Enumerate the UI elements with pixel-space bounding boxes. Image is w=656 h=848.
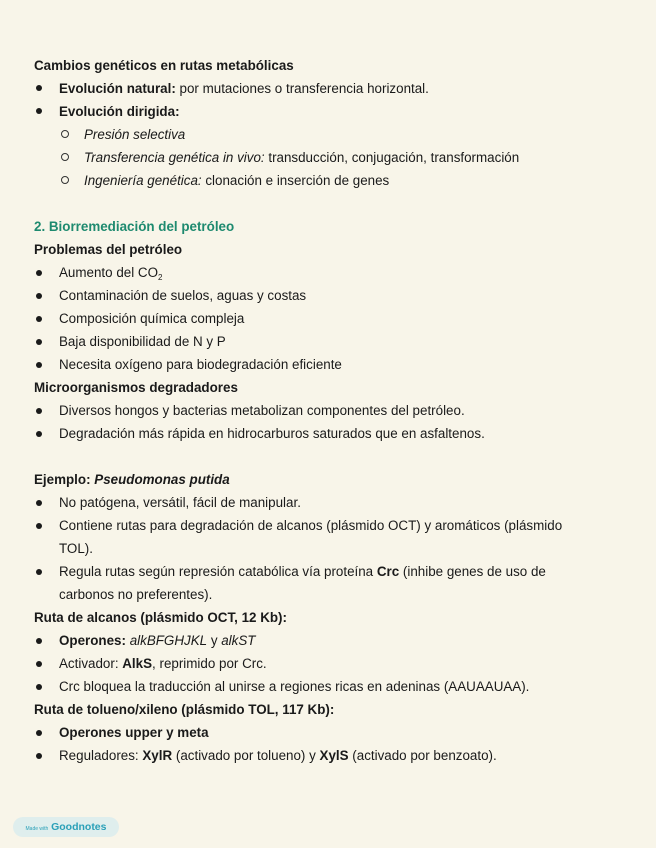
sub-list-item: Ingeniería genética: clonación e inserción de genes bbox=[84, 173, 390, 188]
list-item: Evolución natural: por mutaciones o transferencia horizontal. bbox=[59, 81, 429, 96]
list-item: Diversos hongos y bacterias metabolizan componentes del petróleo. bbox=[59, 403, 465, 418]
list-item: No patógena, versátil, fácil de manipular. bbox=[59, 495, 301, 510]
section-title: Cambios genéticos en rutas metabólicas bbox=[34, 58, 294, 73]
list-item: Contiene rutas para degradación de alcanos (plásmido OCT) y aromáticos (plásmido bbox=[59, 518, 563, 533]
bullet-icon bbox=[36, 85, 42, 91]
list-item: Operones upper y meta bbox=[59, 725, 209, 740]
bullet-icon bbox=[36, 270, 42, 276]
sub-list-item: Presión selectiva bbox=[84, 127, 186, 142]
bullet-icon bbox=[36, 500, 42, 506]
list-item: Necesita oxígeno para biodegradación eficiente bbox=[59, 357, 342, 372]
bullet-icon bbox=[36, 730, 42, 736]
list-item-continuation: carbonos no preferentes). bbox=[59, 587, 213, 602]
bullet-icon bbox=[36, 753, 42, 759]
circle-bullet-icon bbox=[61, 176, 69, 184]
list-item: Contaminación de suelos, aguas y costas bbox=[59, 288, 307, 303]
list-item: Regula rutas según represión catabólica vía proteína Crc (inhibe genes de uso de bbox=[59, 564, 546, 579]
example-title: Ejemplo: Pseudomonas putida bbox=[34, 472, 230, 487]
list-item: Activador: AlkS, reprimido por Crc. bbox=[59, 656, 267, 671]
subsection-title: Ruta de alcanos (plásmido OCT, 12 Kb): bbox=[34, 610, 287, 625]
list-item: Baja disponibilidad de N y P bbox=[59, 334, 226, 349]
bullet-icon bbox=[36, 339, 42, 345]
bullet-icon bbox=[36, 684, 42, 690]
bullet-icon bbox=[36, 661, 42, 667]
bullet-icon bbox=[36, 408, 42, 414]
list-item: Aumento del $CO_2$ bbox=[59, 265, 163, 282]
circle-bullet-icon bbox=[61, 130, 69, 138]
list-item: Degradación más rápida en hidrocarburos saturados que en asfaltenos. bbox=[59, 426, 485, 441]
circle-bullet-icon bbox=[61, 153, 69, 161]
list-item: Operones: alkBFGHJKL y alkST bbox=[59, 633, 256, 648]
bullet-icon bbox=[36, 316, 42, 322]
list-item: Evolución dirigida: bbox=[59, 104, 180, 119]
list-item: Reguladores: XylR (activado por tolueno) y XylS (activado por benzoato). bbox=[59, 748, 497, 763]
bullet-icon bbox=[36, 431, 42, 437]
bullet-icon bbox=[36, 108, 42, 114]
made-with-goodnotes-badge[interactable]: Made with Goodnotes bbox=[13, 817, 119, 837]
bullet-icon bbox=[36, 362, 42, 368]
sub-list-item: Transferencia genética in vivo: transducción, conjugación, transformación bbox=[84, 150, 520, 165]
list-item: Composición química compleja bbox=[59, 311, 245, 326]
section-heading: 2. Biorremediación del petróleo bbox=[34, 219, 235, 234]
subsection-title: Microorganismos degradadores bbox=[34, 380, 238, 395]
bullet-icon bbox=[36, 638, 42, 644]
subsection-title: Ruta de tolueno/xileno (plásmido TOL, 117 Kb): bbox=[34, 702, 335, 717]
subsection-title: Problemas del petróleo bbox=[34, 242, 183, 257]
bullet-icon bbox=[36, 569, 42, 575]
list-item: Crc bloquea la traducción al unirse a regiones ricas en adeninas (AAUAAUAA). bbox=[59, 679, 530, 694]
bullet-icon bbox=[36, 293, 42, 299]
list-item-continuation: TOL). bbox=[59, 541, 93, 556]
bullet-icon bbox=[36, 523, 42, 529]
